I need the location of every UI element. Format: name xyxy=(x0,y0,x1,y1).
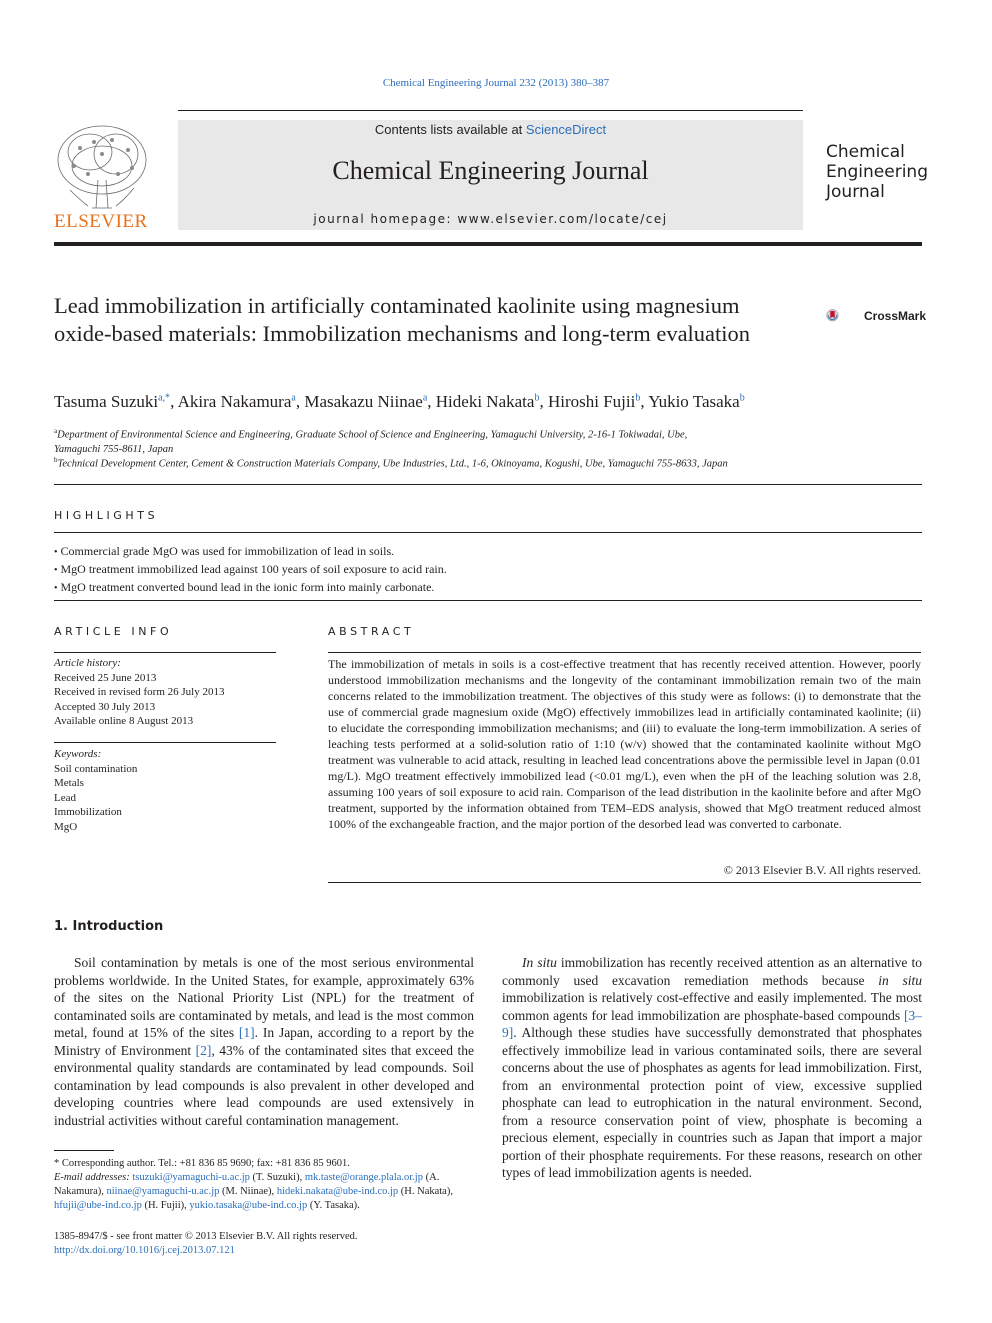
body-text: . In Japan, according to a report by the Ministry of Environment xyxy=(54,1025,474,1058)
keyword: Soil contamination xyxy=(54,762,138,775)
author-name[interactable]: Tasuma Suzuki xyxy=(54,392,159,411)
section-divider xyxy=(54,742,276,743)
email-link[interactable]: yukio.tasaka@ube-ind.co.jp xyxy=(189,1200,308,1211)
history-entry: Received in revised form 26 July 2013 xyxy=(54,686,225,698)
keyword: Immobilization xyxy=(54,806,122,818)
email-owner: (Y. Tasaka). xyxy=(307,1200,360,1211)
introduction-paragraph-1 xyxy=(54,954,474,1129)
highlight-item: • MgO treatment converted bound lead in the ionic form into mainly carbonate. xyxy=(54,579,922,597)
homepage-url[interactable]: www.elsevier.com/locate/cej xyxy=(457,212,668,226)
author-separator: , xyxy=(427,392,436,411)
article-info-heading: ARTICLE INFO xyxy=(54,625,173,638)
affiliation-a xyxy=(54,424,934,457)
highlights-list xyxy=(54,543,922,597)
header-divider xyxy=(54,242,922,246)
crossmark-icon[interactable] xyxy=(826,298,862,334)
issn-line: 1385-8947/$ - see front matter © 2013 Elsevier B.V. All rights reserved. xyxy=(54,1231,358,1242)
author-affiliation-mark[interactable]: a xyxy=(422,392,428,404)
body-text-italic: in situ xyxy=(878,972,922,988)
author-name[interactable]: Akira Nakamura xyxy=(177,392,292,411)
author-affiliation-mark[interactable]: a xyxy=(291,392,296,404)
author-separator: , xyxy=(295,392,305,411)
affiliation-text: Department of Environmental Science and Engineering, Graduate School of Science and Engineering, Yamaguchi University, 2-16-1 Tokiwadai, Ube, xyxy=(57,429,688,441)
author-separator: , xyxy=(539,392,548,411)
email-label: E-mail addresses: xyxy=(54,1172,133,1183)
author-affiliation-mark[interactable]: b xyxy=(534,392,540,404)
author-name[interactable]: Hideki Nakata xyxy=(435,392,535,411)
section-divider xyxy=(54,600,922,601)
author-affiliation-mark[interactable]: a,* xyxy=(158,392,171,404)
section-divider xyxy=(328,652,921,653)
body-text-italic: In situ xyxy=(522,955,557,970)
author-separator: , xyxy=(640,392,649,411)
article-history xyxy=(54,656,224,729)
keyword: MgO xyxy=(54,820,78,833)
email-link[interactable]: mk.taste@orange.plala.or.jp xyxy=(304,1172,423,1183)
body-text: Soil contamination by metals is one of the most serious environmental problems worldwide. In the United States, for example, approximately 63% of the sites on the National Priority List (NPL) for the treatment of contaminated soils are contaminated by metals, and lead is the most common metal, found at 15% of the sites xyxy=(54,955,474,1040)
history-entry: Received 25 June 2013 xyxy=(54,671,157,684)
journal-citation[interactable]: Chemical Engineering Journal 232 (2013) 380–387 xyxy=(382,77,610,89)
author-name[interactable]: Hiroshi Fujii xyxy=(547,392,636,411)
issn-block xyxy=(54,1230,474,1258)
section-divider xyxy=(54,484,922,485)
corresponding-author-note: * Corresponding author. Tel.: +81 836 85 9690; fax: +81 836 85 9601. xyxy=(54,1158,350,1169)
cover-title-line: Chemical xyxy=(826,142,905,162)
body-text: . Although these studies have successfully demonstrated that phosphates effectively immobilize lead in various contaminated soils, there are several concerns about the use of phosphates as agents for lead immobilization. First, from an environmental protection point of view, excessive supplied phosphate can lead to eutrophication in the natural environment. Second, from a resource conservation point of view, phosphate is becoming a precious element, especially in countries such as Japan that import a major portion of their phosphate requirements. For these reasons, research on other types of lead immobilization agents is needed. xyxy=(502,1025,922,1180)
author-list xyxy=(54,392,934,412)
affiliation-b xyxy=(54,453,934,472)
cover-title-line: Engineering xyxy=(826,162,928,182)
highlight-item: • Commercial grade MgO was used for immobilization of lead in soils. xyxy=(54,543,922,561)
abstract-text: The immobilization of metals in soils is a cost-effective treatment that has recently received attention. However, poorly understood immobilization mechanisms and the longevity of the contaminant immobilization remain two of the main concerns related to the immobilization treatment. The objectives of this study were as follows: (i) to demonstrate that the use of commercial grade magnesium oxide (MgO) effectively immobilizes lead in artificially contaminated kaolinite; (ii) to elucidate the corresponding immobilization mechanisms; and (iii) to evaluate the long-term immobilization. A series of leaching tests performed at a solid-solution ratio of 1:10 (w/v) showed that the contaminated kaolinite without MgO treatment was vulnerable to acid attack, resulting in leached lead concentrations above the permissible level in Japan (0.01 mg/L). MgO treatment effectively immobilized lead (<0.01 mg/L), even when the pH of the leaching solution was 2.8, assuming 100 years of soil exposure to acid rain. Comparison of the lead distribution in the kaolinite before and after MgO treatment, supported by the information obtained from TEM–EDS analysis, showed that MgO treatment reduced almost 100% of the exchangeable fraction, and the major portion of the desorbed lead was converted to carbonate. xyxy=(328,657,921,831)
body-text: immobilization has recently received attention as an alternative to commonly used excavation remediation methods because xyxy=(502,955,922,988)
reference-link[interactable]: [2] xyxy=(195,1042,212,1058)
section-divider xyxy=(328,882,921,883)
introduction-paragraph-2 xyxy=(502,954,922,1182)
history-entry: Available online 8 August 2013 xyxy=(54,715,194,727)
author-affiliation-mark[interactable]: b xyxy=(739,392,745,404)
email-link[interactable]: tsuzuki@yamaguchi-u.ac.jp xyxy=(132,1172,250,1183)
contents-prefix: Contents lists available at xyxy=(374,122,526,137)
highlights-heading: HIGHLIGHTS xyxy=(54,509,159,522)
doi-link[interactable]: http://dx.doi.org/10.1016/j.cej.2013.07.121 xyxy=(54,1245,235,1256)
publisher-wordmark: ELSEVIER xyxy=(54,211,148,232)
journal-homepage xyxy=(178,212,803,226)
highlight-item: • MgO treatment immobilized lead against 100 years of soil exposure to acid rain. xyxy=(54,561,922,579)
journal-name: Chemical Engineering Journal xyxy=(332,156,649,185)
keywords-block xyxy=(54,747,137,834)
keyword: Metals xyxy=(54,777,84,789)
email-owner: (H. Fujii), xyxy=(141,1200,190,1211)
author-name[interactable]: Yukio Tasaka xyxy=(648,392,740,411)
affiliation-mark: b xyxy=(54,456,58,464)
journal-cover-title xyxy=(826,142,928,202)
abstract-heading: ABSTRACT xyxy=(328,625,415,638)
abstract-copyright: © 2013 Elsevier B.V. All rights reserved. xyxy=(723,863,921,877)
section-divider xyxy=(54,652,276,653)
body-text: immobilization is relatively cost-effective and easily implemented. The most common agents for lead immobilization are phosphate-based compounds xyxy=(502,990,922,1023)
homepage-prefix: journal homepage: xyxy=(313,212,458,226)
email-link[interactable]: niinae@yamaguchi-u.ac.jp xyxy=(106,1186,220,1197)
author-name[interactable]: Masakazu Niinae xyxy=(304,392,423,411)
author-separator: , xyxy=(170,392,178,411)
reference-link[interactable]: [3–9] xyxy=(502,1007,922,1040)
email-owner: (H. Nakata), xyxy=(398,1186,453,1197)
introduction-heading: 1. Introduction xyxy=(54,919,164,934)
article-history-label: Article history: xyxy=(54,657,121,669)
affiliation-mark: a xyxy=(54,427,58,435)
email-owner: (A. Nakamura), xyxy=(54,1172,440,1197)
affiliation-text: Technical Development Center, Cement & Construction Materials Company, Ube Industries, Ltd., 1-6, Okinoyama, Kogushi, Ube, Yamaguchi 755-8633, Japan xyxy=(57,458,728,470)
keyword: Lead xyxy=(54,791,76,804)
email-addresses xyxy=(54,1171,474,1213)
article-title: Lead immobilization in artificially contaminated kaolinite using magnesium oxide-based materials: Immobilization mechanisms and long-term evaluation xyxy=(54,293,751,346)
email-link[interactable]: hfujii@ube-ind.co.jp xyxy=(54,1200,142,1211)
author-affiliation-mark[interactable]: b xyxy=(635,392,641,404)
keywords-label: Keywords: xyxy=(54,748,102,760)
affiliation-text: Yamaguchi 755-8611, Japan xyxy=(54,443,174,455)
contents-line xyxy=(178,122,803,137)
email-owner: (M. Niinae), xyxy=(219,1186,277,1197)
reference-link[interactable]: [1] xyxy=(238,1025,255,1040)
body-text: , 43% of the contaminated sites that exceed the environmental quality standards are contaminated by lead compounds. Soil contamination by lead compounds is also prevalent in other developed and developing countries where lead compounds are used extensively in industrial activities without careful contamination management. xyxy=(54,1042,474,1128)
history-entry: Accepted 30 July 2013 xyxy=(54,700,156,713)
footnotes xyxy=(54,1157,474,1213)
cover-title-line: Journal xyxy=(826,182,885,202)
section-divider xyxy=(54,532,922,533)
footnote-rule xyxy=(54,1150,114,1151)
email-owner: (T. Suzuki), xyxy=(249,1172,305,1183)
sciencedirect-link[interactable]: ScienceDirect xyxy=(525,122,607,137)
masthead-top-rule xyxy=(178,110,803,111)
crossmark-label[interactable]: CrossMark xyxy=(864,309,927,323)
email-link[interactable]: hideki.nakata@ube-ind.co.jp xyxy=(276,1186,399,1197)
